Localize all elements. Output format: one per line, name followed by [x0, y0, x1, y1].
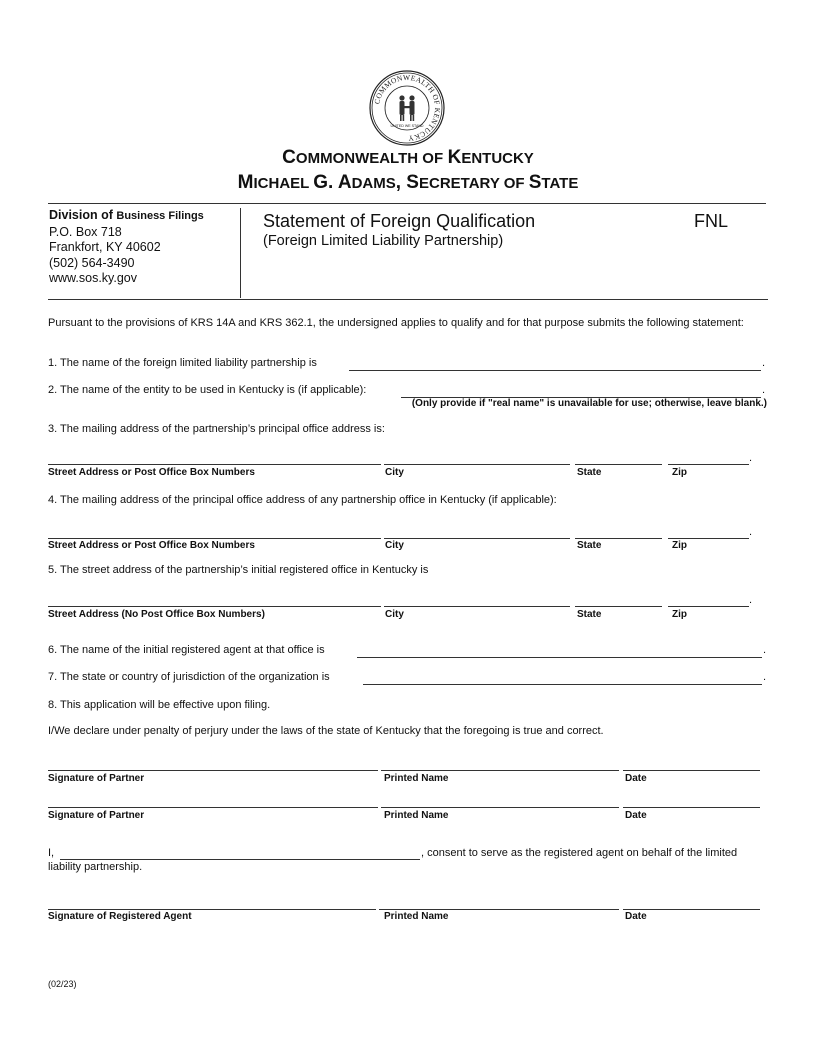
- consent-prefix: I,: [48, 847, 55, 859]
- commonwealth-heading: COMMONWEALTH OF KENTUCKY: [282, 147, 534, 168]
- street-no-po-label: Street Address (No Post Office Box Numbers): [48, 609, 265, 620]
- jurisdiction-input[interactable]: [363, 684, 762, 685]
- item-3-label: 3. The mailing address of the partnership’s principal office address is:: [48, 423, 385, 435]
- item-7-label: 7. The state or country of jurisdiction of the organization is: [48, 671, 330, 683]
- kentucky-state-seal: [369, 70, 445, 146]
- date-label: Date: [625, 773, 647, 784]
- principal-zip-input[interactable]: [668, 464, 749, 465]
- printed-name-label: Printed Name: [384, 911, 449, 922]
- office-website[interactable]: www.sos.ky.gov: [49, 271, 137, 285]
- principal-city-input[interactable]: [384, 464, 570, 465]
- agent-printed-name-input[interactable]: [379, 909, 619, 910]
- agent-consent-name-input[interactable]: [60, 859, 420, 860]
- item-1-label: 1. The name of the foreign limited liability partnership is: [48, 357, 317, 369]
- state-label: State: [577, 467, 602, 478]
- registered-office-zip-input[interactable]: [668, 606, 749, 607]
- secretary-heading: MICHAEL G. ADAMS, SECRETARY OF STATE: [237, 172, 579, 193]
- seal-motto: UNITED WE STAND: [390, 124, 424, 128]
- registered-agent-name-input[interactable]: [357, 657, 762, 658]
- zip-label: Zip: [672, 467, 687, 478]
- partner-date-input-1[interactable]: [623, 770, 760, 771]
- city-label: City: [385, 609, 404, 620]
- partner-date-input-2[interactable]: [623, 807, 760, 808]
- item-6-period: .: [763, 644, 767, 656]
- signature-partner-label: Signature of Partner: [48, 810, 145, 821]
- street-label: Street Address or Post Office Box Numbers: [48, 540, 255, 551]
- state-label: State: [577, 540, 602, 551]
- registered-office-state-input[interactable]: [575, 606, 662, 607]
- division-prefix: Division of: [49, 208, 113, 222]
- state-label: State: [577, 609, 602, 620]
- revision-date: (02/23): [48, 979, 77, 989]
- partner-signature-input-1[interactable]: [48, 770, 378, 771]
- declaration-text: I/We declare under penalty of perjury under the laws of the state of Kentucky that the foregoing is true and correct.: [48, 725, 604, 737]
- ky-office-street-input[interactable]: [48, 538, 381, 539]
- office-city: Frankfort, KY 40602: [49, 240, 161, 254]
- office-phone: (502) 564-3490: [49, 255, 135, 270]
- item-8-label: 8. This application will be effective upon filing.: [48, 699, 271, 711]
- office-block: [49, 208, 204, 287]
- intro-text: Pursuant to the provisions of KRS 14A and KRS 362.1, the undersigned applies to qualify and for that purpose submits the following statement:: [48, 317, 744, 329]
- principal-state-input[interactable]: [575, 464, 662, 465]
- partner-printed-name-input-1[interactable]: [381, 770, 619, 771]
- division-name: Business Filings: [116, 210, 204, 222]
- item-2-note: (Only provide if "real name" is unavailable for use; otherwise, leave blank.): [411, 398, 767, 409]
- seal-ring-text: COMMONWEALTH OF KENTUCKY: [372, 72, 443, 144]
- registered-office-street-input[interactable]: [48, 606, 381, 607]
- zip-label: Zip: [672, 540, 687, 551]
- consent-text-cont: liability partnership.: [48, 861, 143, 873]
- item-3-period: .: [749, 452, 753, 464]
- agent-date-input[interactable]: [623, 909, 760, 910]
- signature-partner-label: Signature of Partner: [48, 773, 145, 784]
- item-2-label: 2. The name of the entity to be used in Kentucky is (if applicable):: [48, 384, 367, 396]
- item-1-period: .: [762, 357, 766, 369]
- street-label: Street Address or Post Office Box Numbers: [48, 467, 255, 478]
- partner-signature-input-2[interactable]: [48, 807, 378, 808]
- agent-signature-input[interactable]: [48, 909, 376, 910]
- partner-printed-name-input-2[interactable]: [381, 807, 619, 808]
- partnership-name-input[interactable]: [349, 370, 761, 371]
- principal-street-input[interactable]: [48, 464, 381, 465]
- item-5-period: .: [749, 594, 753, 606]
- item-7-period: .: [763, 671, 767, 683]
- signature-agent-label: Signature of Registered Agent: [48, 911, 192, 922]
- ky-office-state-input[interactable]: [575, 538, 662, 539]
- item-2-period: .: [762, 384, 766, 396]
- date-label: Date: [625, 810, 647, 821]
- form-subtitle: (Foreign Limited Liability Partnership): [263, 233, 504, 249]
- ky-office-zip-input[interactable]: [668, 538, 749, 539]
- city-label: City: [385, 540, 404, 551]
- po-box: P.O. Box 718: [49, 224, 122, 239]
- consent-text: , consent to serve as the registered agent on behalf of the limited: [421, 847, 738, 859]
- form-title: Statement of Foreign Qualification: [263, 211, 536, 231]
- header-divider: [240, 208, 241, 298]
- printed-name-label: Printed Name: [384, 810, 449, 821]
- city-label: City: [385, 467, 404, 478]
- item-4-period: .: [749, 526, 753, 538]
- item-6-label: 6. The name of the initial registered agent at that office is: [48, 644, 325, 656]
- header-rule-bottom: [48, 299, 768, 300]
- header-rule-top: [48, 203, 766, 204]
- ky-office-city-input[interactable]: [384, 538, 570, 539]
- zip-label: Zip: [672, 609, 687, 620]
- printed-name-label: Printed Name: [384, 773, 449, 784]
- item-5-label: 5. The street address of the partnership’s initial registered office in Kentucky is: [48, 564, 429, 576]
- registered-office-city-input[interactable]: [384, 606, 570, 607]
- item-4-label: 4. The mailing address of the principal office address of any partnership office in Kentucky (if applicable):: [48, 494, 557, 506]
- form-code: FNL: [694, 211, 729, 231]
- date-label: Date: [625, 911, 647, 922]
